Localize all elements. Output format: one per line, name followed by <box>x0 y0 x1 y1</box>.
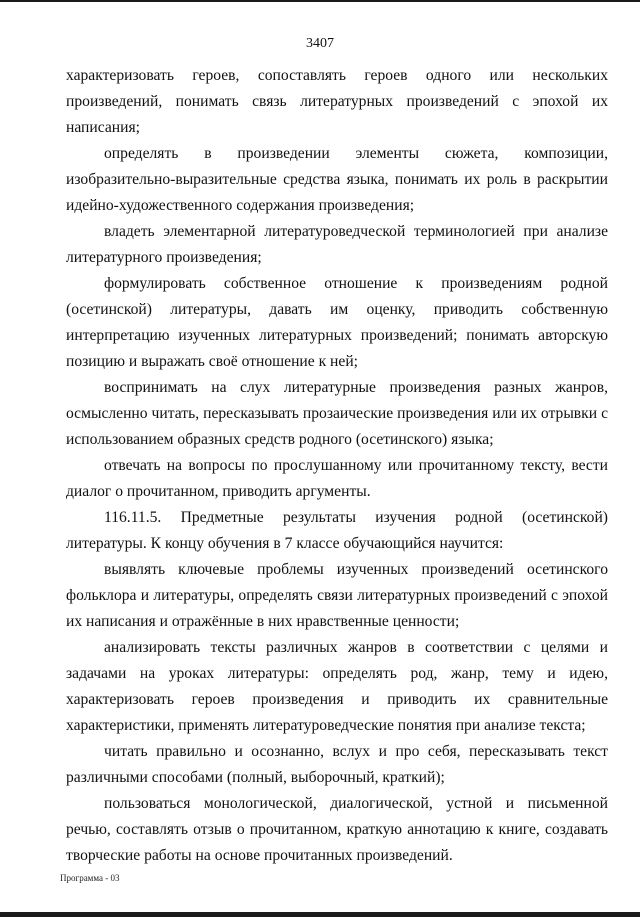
document-body <box>66 63 608 869</box>
scan-top-edge <box>0 0 640 2</box>
paragraph-answer-questions: отвечать на вопросы по прослушанному или прочитанному тексту, вести диалог о прочитанном, приводить аргументы. <box>66 457 608 500</box>
paragraph-key-problems: выявлять ключевые проблемы изученных произведений осетинского фольклора и литературы, определять связи литературных произведений с эпохой их написания и отражённые в них нравственные ценности; <box>66 561 608 630</box>
paragraph-plot-elements: определять в произведении элементы сюжета, композиции, изобразительно-выразительные средства языка, понимать их роль в раскрытии идейно-художественного содержания произведения; <box>66 145 608 214</box>
footer-program-label: Программа - 03 <box>60 873 120 883</box>
scan-bottom-edge <box>0 912 640 917</box>
paragraph-terminology: владеть элементарной литературоведческой терминологией при анализе литературного произведения; <box>66 223 608 266</box>
page-number: 3407 <box>306 36 334 51</box>
section-heading-116-11-5: 116.11.5. Предметные результаты изучения родной (осетинской) литературы. К концу обучения в 7 классе обучающийся научится: <box>66 509 608 552</box>
paragraph-own-attitude: формулировать собственное отношение к произведениям родной (осетинской) литературы, давать им оценку, приводить собственную интерпретацию изученных литературных произведений; понимать авторскую позицию и выражать своё отношение к ней; <box>66 275 608 370</box>
paragraph-characterize-heroes: характеризовать героев, сопоставлять героев одного или нескольких произведений, понимать связь литературных произведений с эпохой их написания; <box>66 67 608 136</box>
paragraph-read-retell: читать правильно и осознанно, вслух и про себя, пересказывать текст различными способами (полный, выборочный, краткий); <box>66 743 608 786</box>
paragraph-analyze-texts: анализировать тексты различных жанров в соответствии с целями и задачами на уроках литературы: определять род, жанр, тему и идею, характеризовать героев произведения и приводить их сравнительные характеристики, применять литературоведческие понятия при анализе текста; <box>66 639 608 734</box>
paragraph-listening: воспринимать на слух литературные произведения разных жанров, осмысленно читать, пересказывать прозаические произведения или их отрывки с использованием образных средств родного (осетинского) языка; <box>66 379 608 448</box>
paragraph-speech-skills: пользоваться монологической, диалогической, устной и письменной речью, составлять отзыв о прочитанном, краткую аннотацию к книге, создавать творческие работы на основе прочитанных произведений. <box>66 795 608 864</box>
